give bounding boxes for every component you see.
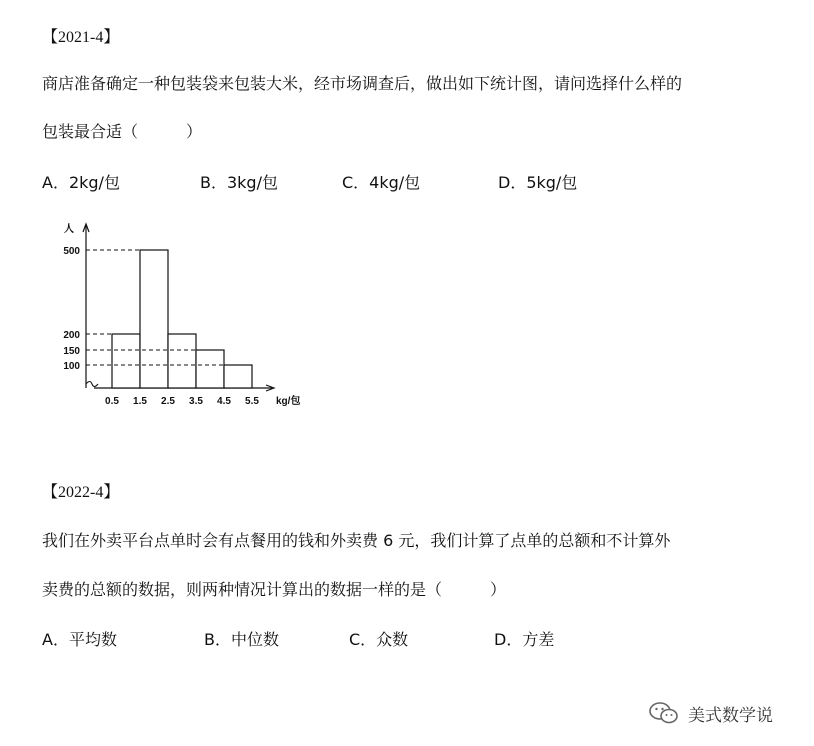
option-d: D．方差 <box>494 630 555 649</box>
question-tag: 【2021-4】 <box>42 29 120 46</box>
y-tick-label: 500 <box>63 246 80 257</box>
option-c: C．众数 <box>349 630 409 649</box>
histogram-bar <box>196 350 224 388</box>
question-text: 卖费的总额的数据，则两种情况计算出的数据一样的是（ ） <box>42 580 507 599</box>
histogram-bar <box>112 334 140 388</box>
x-tick-label: 2.5 <box>161 396 175 407</box>
x-tick-label: 0.5 <box>105 396 119 407</box>
wechat-icon <box>648 700 680 726</box>
question-text: 包装最合适（ ） <box>42 122 203 141</box>
option-a: A．平均数 <box>42 630 117 649</box>
y-tick-label: 100 <box>63 361 80 372</box>
y-axis-label: 人 <box>64 224 74 235</box>
option-c: C．4kg/包 <box>342 173 421 192</box>
x-tick-label: 5.5 <box>245 396 259 407</box>
option-b: B．中位数 <box>204 630 279 649</box>
question-text: 商店准备确定一种包装袋来包装大米，经市场调查后，做出如下统计图，请问选择什么样的 <box>42 74 683 93</box>
option-d: D．5kg/包 <box>498 173 578 192</box>
x-tick-label: 4.5 <box>217 396 231 407</box>
option-a: A．2kg/包 <box>42 173 120 192</box>
histogram-bar <box>168 334 196 388</box>
x-tick-label: 1.5 <box>133 396 147 407</box>
watermark <box>648 700 773 726</box>
x-tick-label: 3.5 <box>189 396 203 407</box>
histogram-bar <box>224 365 252 388</box>
x-axis-label: kg/包 <box>276 396 301 407</box>
y-tick-label: 200 <box>63 330 80 341</box>
histogram-bar <box>140 250 168 388</box>
question-text: 我们在外卖平台点单时会有点餐用的钱和外卖费 6 元，我们计算了点单的总额和不计算外 <box>42 531 671 550</box>
y-tick-label: 150 <box>63 346 80 357</box>
axis-break <box>86 382 98 387</box>
watermark-text: 美式数学说 <box>688 705 773 726</box>
histogram-chart <box>40 212 320 412</box>
option-b: B．3kg/包 <box>200 173 278 192</box>
question-tag: 【2022-4】 <box>42 484 120 501</box>
